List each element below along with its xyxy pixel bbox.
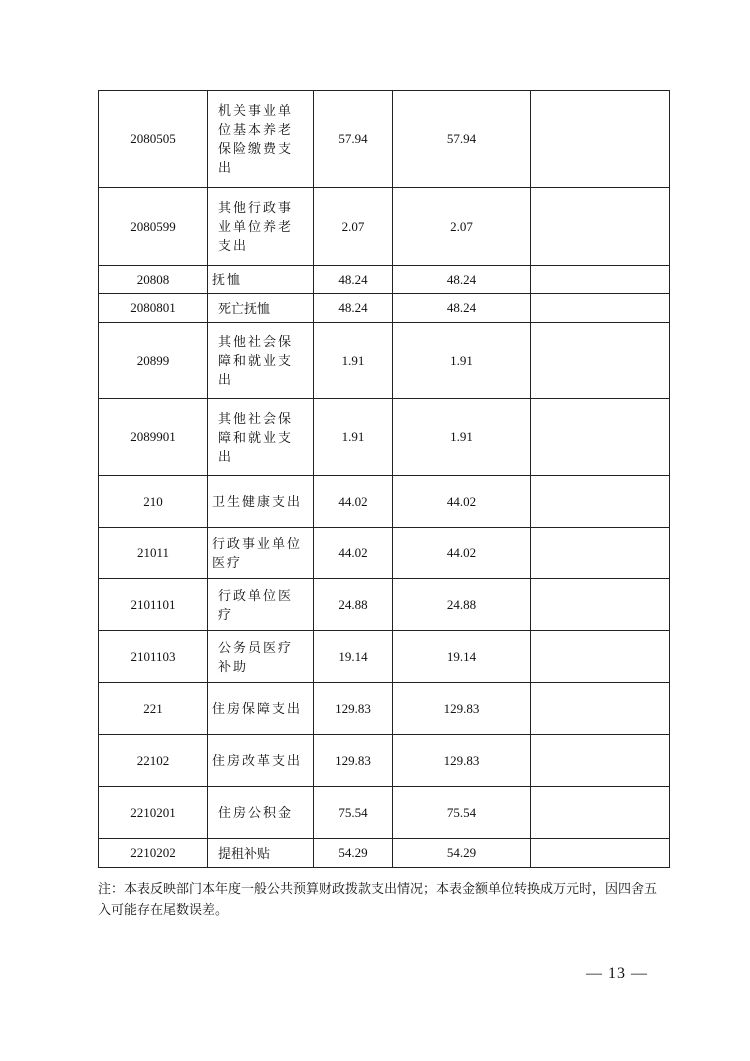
row-value-2: 48.24 — [393, 266, 531, 294]
row-code: 2080599 — [99, 188, 208, 266]
row-extra — [531, 528, 670, 579]
row-name: 其他社会保障和就业支出 — [208, 399, 314, 476]
row-code: 2210202 — [99, 839, 208, 868]
table-note: 注：本表反映部门本年度一般公共预算财政拨款支出情况；本表金额单位转换成万元时，因四舍五入可能存在尾数误差。 — [98, 882, 658, 918]
row-extra — [531, 735, 670, 787]
table-row — [99, 735, 670, 787]
row-value-1: 44.02 — [314, 528, 393, 579]
row-value-2: 44.02 — [393, 476, 531, 528]
table-row — [99, 91, 670, 188]
row-code: 21011 — [99, 528, 208, 579]
row-name: 住房改革支出 — [208, 735, 314, 787]
row-name: 卫生健康支出 — [208, 476, 314, 528]
row-value-2: 129.83 — [393, 683, 531, 735]
row-value-1: 57.94 — [314, 91, 393, 188]
row-name: 其他社会保障和就业支出 — [208, 323, 314, 399]
row-value-1: 129.83 — [314, 735, 393, 787]
row-value-2: 54.29 — [393, 839, 531, 868]
row-name: 机关事业单位基本养老保险缴费支出 — [208, 91, 314, 188]
table-row — [99, 528, 670, 579]
row-code: 2101101 — [99, 579, 208, 631]
row-value-1: 19.14 — [314, 631, 393, 683]
row-code: 20899 — [99, 323, 208, 399]
row-name: 提租补贴 — [208, 839, 314, 868]
row-code: 221 — [99, 683, 208, 735]
table-row — [99, 787, 670, 839]
row-name: 住房公积金 — [208, 787, 314, 839]
row-value-2: 1.91 — [393, 323, 531, 399]
row-code: 2080801 — [99, 294, 208, 323]
row-value-2: 57.94 — [393, 91, 531, 188]
row-code: 210 — [99, 476, 208, 528]
row-value-2: 48.24 — [393, 294, 531, 323]
row-value-1: 48.24 — [314, 294, 393, 323]
row-code: 22102 — [99, 735, 208, 787]
row-name: 抚恤 — [208, 266, 314, 294]
row-code: 2080505 — [99, 91, 208, 188]
row-value-1: 1.91 — [314, 399, 393, 476]
row-extra — [531, 683, 670, 735]
row-value-1: 48.24 — [314, 266, 393, 294]
row-value-2: 1.91 — [393, 399, 531, 476]
row-name: 其他行政事业单位养老支出 — [208, 188, 314, 266]
row-extra — [531, 579, 670, 631]
table-row — [99, 294, 670, 323]
row-value-2: 2.07 — [393, 188, 531, 266]
row-value-1: 2.07 — [314, 188, 393, 266]
expenditure-table — [98, 90, 670, 868]
row-extra — [531, 91, 670, 188]
table-row — [99, 683, 670, 735]
row-code: 20808 — [99, 266, 208, 294]
row-value-1: 24.88 — [314, 579, 393, 631]
row-extra — [531, 476, 670, 528]
row-extra — [531, 631, 670, 683]
row-extra — [531, 323, 670, 399]
row-extra — [531, 266, 670, 294]
row-code: 2089901 — [99, 399, 208, 476]
row-value-1: 75.54 — [314, 787, 393, 839]
row-name: 公务员医疗 补助 — [208, 631, 314, 683]
row-value-2: 24.88 — [393, 579, 531, 631]
table-row — [99, 476, 670, 528]
row-extra — [531, 188, 670, 266]
row-code: 2101103 — [99, 631, 208, 683]
row-value-1: 1.91 — [314, 323, 393, 399]
table-row — [99, 839, 670, 868]
row-code: 2210201 — [99, 787, 208, 839]
page-number: — 13 — — [586, 965, 648, 982]
row-extra — [531, 839, 670, 868]
row-value-2: 44.02 — [393, 528, 531, 579]
row-extra — [531, 399, 670, 476]
row-extra — [531, 294, 670, 323]
row-value-1: 44.02 — [314, 476, 393, 528]
row-extra — [531, 787, 670, 839]
row-value-2: 19.14 — [393, 631, 531, 683]
row-value-1: 54.29 — [314, 839, 393, 868]
table-row — [99, 579, 670, 631]
table-row — [99, 399, 670, 476]
row-name: 行政单位医疗 — [208, 579, 314, 631]
table-row — [99, 631, 670, 683]
row-name: 死亡抚恤 — [208, 294, 314, 323]
table-row — [99, 188, 670, 266]
row-name: 行政事业单位医疗 — [208, 528, 314, 579]
row-value-2: 129.83 — [393, 735, 531, 787]
table-row — [99, 266, 670, 294]
row-value-2: 75.54 — [393, 787, 531, 839]
table-row — [99, 323, 670, 399]
row-name: 住房保障支出 — [208, 683, 314, 735]
row-value-1: 129.83 — [314, 683, 393, 735]
